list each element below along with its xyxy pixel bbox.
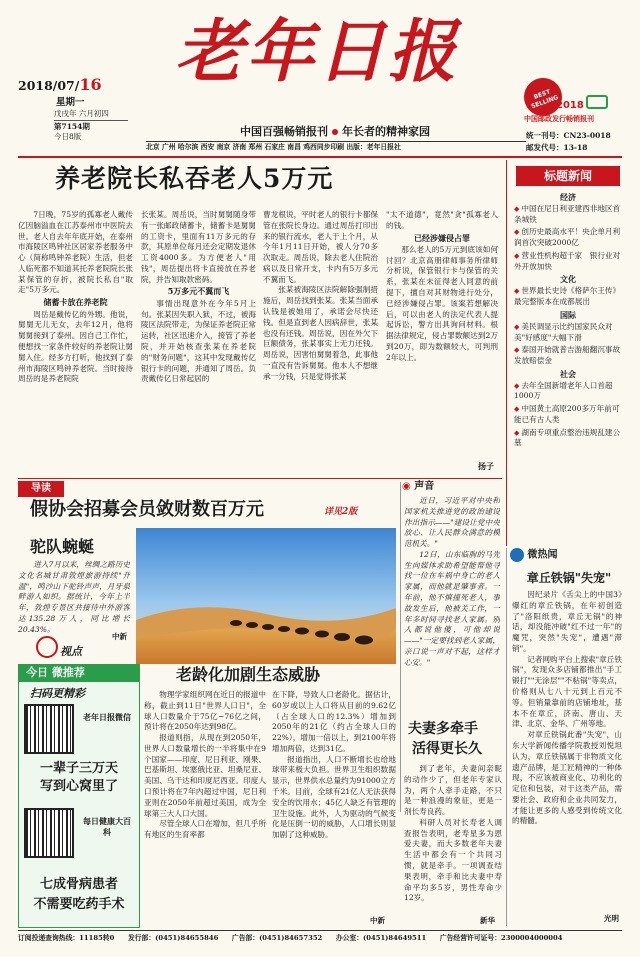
couple-text-1: 到了老年，夫妻间亲昵的动作少了，但老年专家认为，两个人牵手走路，不只是一种浪漫的象征，更是一剂长寿良药。 (404, 764, 502, 817)
lead-text-1: 7日晚，75岁的孤寡老人戴传亿因脑溢血在江苏泰州市中医院去世。老人自去年年底开始，在泰州市海陵区鸣钟社区居家养老服务中心（简称鸣钟养老院）生活，但老人临死都不知道其托养老院院长张某保管的存折，被院长私自"取走"5万多元。 (18, 210, 133, 295)
micro-news-headline: 章丘铁锅"失宠" (526, 571, 612, 585)
page-count: 今日8版 (54, 131, 82, 141)
camel-caption (18, 560, 130, 640)
date-prefix: 2018/07/ (18, 78, 80, 93)
wechat-headline-2a: 七成骨病患者 (39, 877, 118, 892)
econ-item-3: ◆ 营业性机构超千家 银行业对外开放加快 (514, 251, 622, 272)
culture-item-1: ◆ 世界最长史诗《格萨尔王传》最完整版本在成都展出 (514, 286, 622, 307)
couple-headline-1: 夫妻多牵手 (408, 721, 478, 737)
aging-column-1 (144, 690, 266, 928)
micro-news-header (510, 548, 620, 562)
micro-text-2: 记者网购平台上搜索"章丘铁锅"，发现众多店铺都推出"手工锻打""无涂层""不粘锅"等卖点，价格则从七八十元到上百元不等。但销量靠前的店铺地址，基本不在章丘，济南、唐山、天津、北京、金华、广州等地。 (512, 654, 622, 729)
newspaper-logo: 老年日报 (175, 12, 460, 92)
wechat-headline-2b: 不需要吃药手术 (33, 897, 125, 912)
couple-body (404, 764, 502, 920)
micro-news-body (512, 590, 622, 920)
micro-text-3: 对章丘铁锅此番"失宠"，山东大学新闻传播学院教授刘悦坦认为，章丘铁锅属于非物质文化遗产品牌，是工匠精神的一种体现，不应该被商业化、功利化的定位和包装，对于这类产品，需要社会、政府和企业共同发力，才能让更多的人感受到传统文化的精髓。 (512, 730, 622, 826)
camel-caravan-photo (136, 528, 396, 664)
wechat-subtitle: 扫码更精彩 (30, 687, 85, 700)
slogan-left: 中国百强畅销报刊 (240, 125, 328, 138)
couple-headline-2: 活得更长久 (412, 741, 482, 757)
lead-subhead-1: 储蓄卡放在养老院 (43, 297, 108, 308)
wechat-title: 微推荐 (51, 666, 85, 679)
viewpoint-icon (36, 636, 58, 658)
qr-code-1 (24, 704, 74, 754)
category-society: 社会 (560, 368, 576, 379)
issue-number: 第7154期 (54, 120, 128, 132)
slogan-right: 年长者的精神家园 (342, 125, 430, 138)
slogan-bar (150, 124, 520, 139)
aging-text-2b: 报道指出，人口不断增长也给地球带来极大负担。世界卫生组织数据显示，世界供水总量约为91000立方千米。目前，全球有21亿人无法获得安全的饮用水；45亿人缺乏有管理的卫生设施。此外，人为驱动的气候变化是压倒一切的威胁，人口增长则显加剧了这种威胁。 (272, 754, 396, 840)
viewpoint-kicker: 视点 (60, 645, 82, 658)
couple-source: 新华 (480, 916, 495, 925)
lead-headline: 养老院长私吞老人5万元 (55, 164, 334, 193)
sound-label-text: 声音 (414, 481, 435, 492)
sound-label (402, 480, 434, 494)
lead-text-3b: 张某被海陵区法院解除强制措施后，周岳找到张某。张某当面承认钱是被她用了，承诺会尽快还钱。但是直到老人因病辞世，张某也没有还钱。周岳说，因在外欠下巨额债务，张某事实上无力还钱。周岳说，因害怕舅舅着急，此事他一直没有告诉舅舅。他本人不想继承一分钱，只是觉得张某 (263, 285, 378, 381)
guide-headline: 假协会招募会员敛财数百万元 (30, 499, 264, 520)
lunar-date: 戊戌年 六月初四 (54, 109, 109, 119)
megaphone-icon: ◉ (402, 481, 411, 492)
micro-news-label: 微热闻 (527, 549, 558, 561)
category-culture: 文化 (560, 274, 576, 285)
headline-news-list (514, 190, 622, 545)
qr-label-2: 每日健康大百科 (83, 816, 131, 838)
date-day: 16 (79, 75, 102, 94)
sound-text (404, 496, 500, 708)
guide-label-box (18, 481, 64, 497)
sound-text-1: 近日，习近平对中央和国家机关推进党的政治建设作出指示——"建设让党中央放心、让人民群众满意的模范机关。" (404, 496, 500, 549)
camel-source: 中新 (112, 632, 127, 641)
aging-text-2: 在下降，导致人口老龄化。据估计，60岁或以上人口将从目前的9.62亿（占全球人口的12.3%）增加到2050年的21亿（约占全球人口的22%），增加一倍以上，到2100年将增加两倍，达到31亿。 (272, 690, 396, 753)
social-item-2: ◆ 中国黄土高原200多万年前可能已有古人类 (514, 404, 622, 425)
lead-author: 扬子 (478, 461, 494, 471)
intl-item-1: ◆ 美民调显示比约国家民众对美"好感度"大幅下滑 (514, 322, 622, 343)
sound-text-2: 12日，山东临朐的马先生向媒体求助希望能帮他寻找一位在车祸中身亡的老人家属，而他就是肇事者。一年前，他不慎撞死老人，事故发生后，他被关工作，一年多时间寻找老人家属。别人都说他傻，可他却说——"一定要找到老人家属，亲口说一声对不起，这样才心安。" (404, 549, 500, 667)
camel-headline: 驼队蜿蜒 (30, 537, 95, 556)
lead-subhead-2: 5万多元不翼而飞 (167, 286, 230, 297)
printing-cities: 北京 广州 哈尔滨 西安 南京 济南 郑州 石家庄 南昌 鸡西同步印刷 出版：老年日报社 (146, 143, 401, 151)
social-item-3: ◆ 湖南专项重点整治违规乱建公墓 (514, 428, 622, 449)
lead-text-3: 曹龙根说，平时老人的银行卡都保管在张院长身边。通过周岳打印出来的银行流水，老人于上个月，从今年1月11日开始，被人分70多次取走。周岳说，除去老人住院治病以及日常开支，卡内有5万多元不翼而飞。 (263, 210, 378, 284)
slogan-dot-icon (332, 129, 338, 135)
lead-text-4: "太不道德"，竟然"贪"孤寡老人的钱。 (386, 210, 498, 230)
qr-code-2 (24, 808, 74, 858)
category-economy: 经济 (560, 192, 576, 202)
micro-text-1: 因纪录片《舌尖上的中国3》爆红的章丘铁锅，在年初创造了"洛阳纸贵，章丘无锅"的神话，却没能冲破"红不过一年"的魔咒，突然"失宠"，遭遇"滞销"。 (512, 590, 622, 653)
intl-item-2: ◆ 泰国开始就普吉游船翻沉事故发放赔偿金 (514, 345, 622, 366)
qr-label-1: 老年日报微信 (83, 712, 131, 722)
wechat-headline-1a: 一辈子三万天 (39, 761, 118, 776)
wechat-header (18, 664, 140, 682)
guide-page-ref: 详见2版 (324, 507, 358, 517)
badge-top-text: BEST SELLING (530, 88, 560, 111)
badge-year: 2018 (556, 100, 584, 111)
aging-text-1b: 报道则指，从现在到2050年，世界人口数量增长的一半将集中在9个国家——印度、尼日利亚、刚果、巴基斯坦、埃塞俄比亚、坦桑尼亚、美国、乌干达和印度尼西亚。印度人口预计将在7年内超过中国，尼日利亚则在2050年前超过美国，成为全球第三大人口大国。 (144, 733, 266, 818)
aging-text-1c: 尽管全球人口在增加，但几乎所有地区的生育率都 (144, 819, 266, 840)
econ-item-2: ◆ 创历史最高水平！央企单月利润首次突破2000亿 (514, 227, 622, 248)
lead-column-2 (141, 210, 256, 472)
aging-text-1: 物理学家组织网在近日的报道中称，截止到11日"世界人口日"，全球人口数量介于75亿~76亿之间，预计将在2050年达到98亿。 (144, 690, 266, 732)
aging-headline: 老龄化加剧生态威胁 (176, 665, 321, 684)
wechat-today-label: 今日 (26, 666, 48, 679)
lead-text-4b: 那么老人的5万元到底该如何讨回？北京高朋律师事务所律师分析说，保管银行卡与保管的关系，张某在未征得老人同意的前提下，擅自对其财物进行处分，已经涉嫌侵占罪。该案若想解决后，可以由老人的法定代表人提起诉讼，警方出具询问材料。根据法律规定，侵占罪数额达到2万到20万，即为数额较大，可判刑2年以上。 (386, 244, 498, 362)
masthead-date (18, 74, 128, 142)
badge-caption: 中国邮政发行畅销报刊 (524, 114, 594, 123)
wechat-headline-1b: 写到心窝里了 (39, 779, 118, 794)
guide-label: 导读 (31, 483, 51, 494)
lead-column-4 (386, 210, 498, 472)
aging-source: 中新 (370, 916, 385, 925)
social-item-1: ◆ 去年全国新增老年人口首超1000万 (514, 381, 622, 402)
lead-text-2b: 事情出现意外在今年5月上旬。张某因失职入狱，不过，被海陵区法院带走，为保证养老院正常运转，社区迅速介入，接管了养老院，并开始核查张某在养老院的"财务问题"，这其中发现戴传亿银行卡的问题，并通知了周岳。负责戴传亿日常起居的 (141, 298, 256, 384)
couple-text-2: 科研人员对长寿老人调查报告表明，老寿星多为恩爱夫妻，而大多数老年夫妻生活中都会有一个共同习惯，就是牵手。一项调查结果表明，牵手和比夫妻中寿命平均多5岁，男性寿命少12岁。 (404, 817, 502, 903)
footer-contacts: 订阅投递查询热线：11185转0 发行部：(0451)84655846 广告部：(0451)84657352 办公室：(0451)84649511 广告经营许可证号：2300004000004 (18, 934, 563, 942)
lead-text-2: 长张某。周岳说，当时舅舅随身带有一张邮政储蓄卡，储蓄卡是舅舅的工资卡，里面有11万多元的存款，其原单位每月还会定期发退休工资4000多。为方便老人"用钱"，周岳提出将卡直接放在养老院，并告知取款密码。 (141, 210, 256, 284)
camel-text: 进入7月以来，丝绸之路历史文化名城甘肃敦煌旅游持续"升温"，鸣沙山下驼铃声声，月牙泉畔游人如织。据统计，今年上半年，敦煌专景区共接待中外游客达135.28万人，同比增长20.43%。 (18, 560, 130, 634)
category-international: 国际 (560, 309, 576, 320)
aging-column-2 (272, 690, 396, 926)
lead-subhead-4: 已经涉嫌侵占罪 (414, 232, 470, 243)
micro-source: 光明 (604, 914, 619, 923)
lead-column-1 (18, 210, 133, 472)
weekday: 星期一 (56, 97, 85, 109)
econ-item-1: ◆ 中国在尼日利亚建西非地区首条城铁 (514, 204, 622, 225)
unified-serial: 统一刊号：CN23-0018 (526, 131, 611, 140)
postal-code: 邮发代号：13-18 (526, 143, 588, 152)
headline-news-box (516, 166, 620, 186)
lead-column-3 (263, 210, 378, 472)
weibo-icon (510, 548, 524, 562)
lead-text-1b: 周岳是戴传亿的外甥。他说，舅舅无儿无女，去年12月，他将舅舅接到了泰州。因自己工作忙，便想找一家条件较好的养老院让舅舅入住。经多方打听，他找到了泰州市海陵区鸣钟养老院。当时接待周岳的是养老院院 (18, 309, 133, 384)
post-logo-icon (586, 95, 608, 109)
headline-news-title: 标题新闻 (543, 169, 592, 183)
